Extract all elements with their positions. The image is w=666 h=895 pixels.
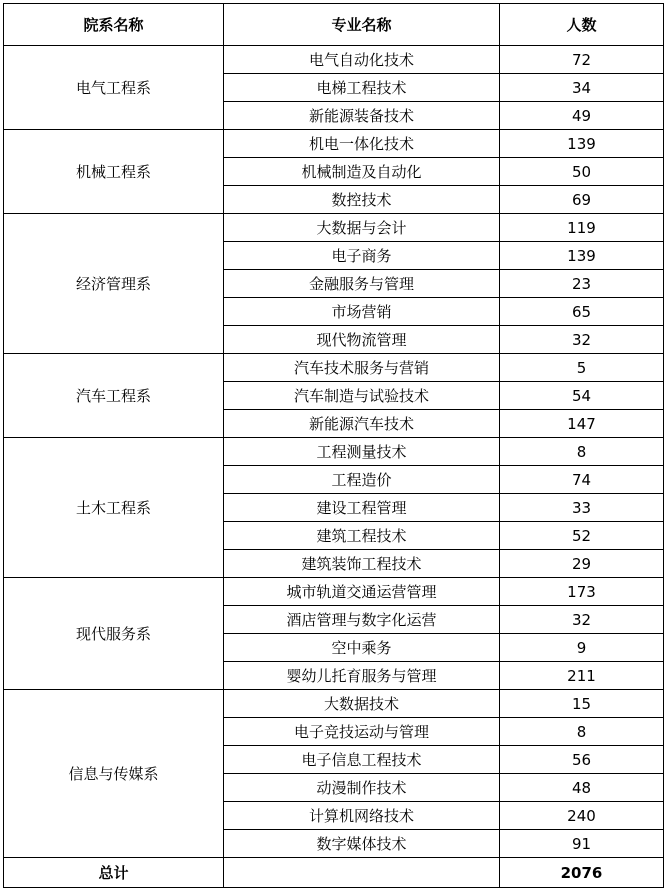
major-name-cell: 电子信息工程技术 <box>224 746 500 774</box>
count-cell: 8 <box>500 438 664 466</box>
major-name-cell: 市场营销 <box>224 298 500 326</box>
header-count: 人数 <box>500 4 664 46</box>
major-name-cell: 酒店管理与数字化运营 <box>224 606 500 634</box>
major-name-cell: 电子商务 <box>224 242 500 270</box>
count-cell: 139 <box>500 242 664 270</box>
count-cell: 65 <box>500 298 664 326</box>
major-name-cell: 建设工程管理 <box>224 494 500 522</box>
table-row <box>4 354 664 382</box>
count-cell: 9 <box>500 634 664 662</box>
count-cell: 56 <box>500 746 664 774</box>
dept-name-cell: 现代服务系 <box>4 578 224 690</box>
count-cell: 139 <box>500 130 664 158</box>
count-cell: 23 <box>500 270 664 298</box>
major-name-cell: 空中乘务 <box>224 634 500 662</box>
count-cell: 211 <box>500 662 664 690</box>
major-name-cell: 计算机网络技术 <box>224 802 500 830</box>
major-name-cell: 大数据与会计 <box>224 214 500 242</box>
count-cell: 69 <box>500 186 664 214</box>
dept-name-cell: 机械工程系 <box>4 130 224 214</box>
total-count: 2076 <box>500 858 664 888</box>
header-major: 专业名称 <box>224 4 500 46</box>
total-blank <box>224 858 500 888</box>
count-cell: 5 <box>500 354 664 382</box>
dept-name-cell: 信息与传媒系 <box>4 690 224 858</box>
dept-name-cell: 汽车工程系 <box>4 354 224 438</box>
table-row <box>4 46 664 74</box>
major-name-cell: 数字媒体技术 <box>224 830 500 858</box>
major-name-cell: 建筑工程技术 <box>224 522 500 550</box>
table-row <box>4 130 664 158</box>
count-cell: 72 <box>500 46 664 74</box>
major-name-cell: 机电一体化技术 <box>224 130 500 158</box>
major-name-cell: 婴幼儿托育服务与管理 <box>224 662 500 690</box>
count-cell: 173 <box>500 578 664 606</box>
count-cell: 15 <box>500 690 664 718</box>
major-name-cell: 金融服务与管理 <box>224 270 500 298</box>
table-row <box>4 690 664 718</box>
count-cell: 147 <box>500 410 664 438</box>
major-name-cell: 新能源汽车技术 <box>224 410 500 438</box>
count-cell: 91 <box>500 830 664 858</box>
count-cell: 119 <box>500 214 664 242</box>
header-row <box>4 4 664 46</box>
major-name-cell: 城市轨道交通运营管理 <box>224 578 500 606</box>
table-row <box>4 578 664 606</box>
count-cell: 29 <box>500 550 664 578</box>
count-cell: 240 <box>500 802 664 830</box>
count-cell: 50 <box>500 158 664 186</box>
major-name-cell: 电子竞技运动与管理 <box>224 718 500 746</box>
major-name-cell: 新能源装备技术 <box>224 102 500 130</box>
major-name-cell: 工程造价 <box>224 466 500 494</box>
total-row <box>4 858 664 888</box>
table-body <box>4 46 664 858</box>
count-cell: 48 <box>500 774 664 802</box>
major-name-cell: 电梯工程技术 <box>224 74 500 102</box>
major-name-cell: 汽车制造与试验技术 <box>224 382 500 410</box>
major-name-cell: 建筑装饰工程技术 <box>224 550 500 578</box>
count-cell: 34 <box>500 74 664 102</box>
count-cell: 33 <box>500 494 664 522</box>
dept-name-cell: 电气工程系 <box>4 46 224 130</box>
count-cell: 49 <box>500 102 664 130</box>
enrollment-table <box>3 3 664 888</box>
dept-name-cell: 经济管理系 <box>4 214 224 354</box>
major-name-cell: 电气自动化技术 <box>224 46 500 74</box>
count-cell: 32 <box>500 326 664 354</box>
major-name-cell: 机械制造及自动化 <box>224 158 500 186</box>
header-dept: 院系名称 <box>4 4 224 46</box>
table-row <box>4 438 664 466</box>
dept-name-cell: 土木工程系 <box>4 438 224 578</box>
table-row <box>4 214 664 242</box>
count-cell: 74 <box>500 466 664 494</box>
count-cell: 32 <box>500 606 664 634</box>
major-name-cell: 现代物流管理 <box>224 326 500 354</box>
total-label: 总计 <box>4 858 224 888</box>
major-name-cell: 汽车技术服务与营销 <box>224 354 500 382</box>
major-name-cell: 大数据技术 <box>224 690 500 718</box>
count-cell: 8 <box>500 718 664 746</box>
major-name-cell: 数控技术 <box>224 186 500 214</box>
major-name-cell: 工程测量技术 <box>224 438 500 466</box>
count-cell: 54 <box>500 382 664 410</box>
major-name-cell: 动漫制作技术 <box>224 774 500 802</box>
count-cell: 52 <box>500 522 664 550</box>
